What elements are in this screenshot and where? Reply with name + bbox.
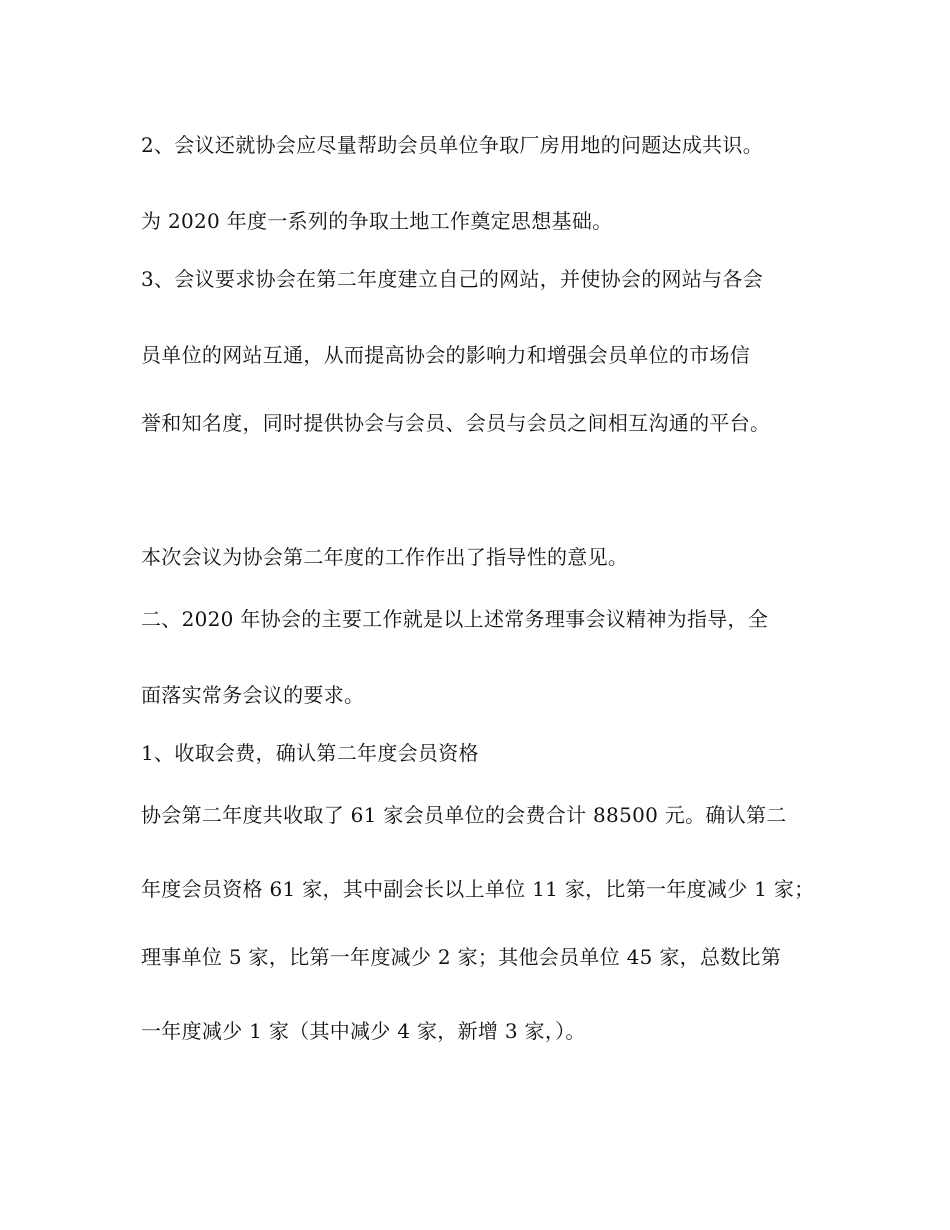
text-line: 2、会议还就协会应尽量帮助会员单位争取厂房用地的问题达成共识。 — [141, 133, 764, 157]
text-line: 理事单位 5 家，比第一年度减少 2 家；其他会员单位 45 家，总数比第 — [141, 945, 782, 969]
text-line: 誉和知名度，同时提供协会与会员、会员与会员之间相互沟通的平台。 — [141, 411, 771, 435]
text-line: 年度会员资格 61 家，其中副会长以上单位 11 家，比第一年度减少 1 家； — [141, 877, 815, 901]
text-line: 二、2020 年协会的主要工作就是以上述常务理事会议精神为指导，全 — [141, 607, 769, 631]
text-line: 员单位的网站互通，从而提高协会的影响力和增强会员单位的市场信 — [141, 343, 750, 367]
text-line: 本次会议为协会第二年度的工作作出了指导性的意见。 — [141, 545, 629, 569]
text-line: 一年度减少 1 家（其中减少 4 家，新增 3 家，）。 — [141, 1019, 586, 1043]
text-line: 1、收取会费，确认第二年度会员资格 — [141, 741, 479, 765]
text-line: 面落实常务会议的要求。 — [141, 683, 365, 707]
text-line: 3、会议要求协会在第二年度建立自己的网站，并使协会的网站与各会 — [141, 267, 764, 291]
text-line: 为 2020 年度一系列的争取土地工作奠定思想基础。 — [141, 209, 613, 233]
text-line: 协会第二年度共收取了 61 家会员单位的会费合计 88500 元。确认第二 — [141, 803, 787, 827]
